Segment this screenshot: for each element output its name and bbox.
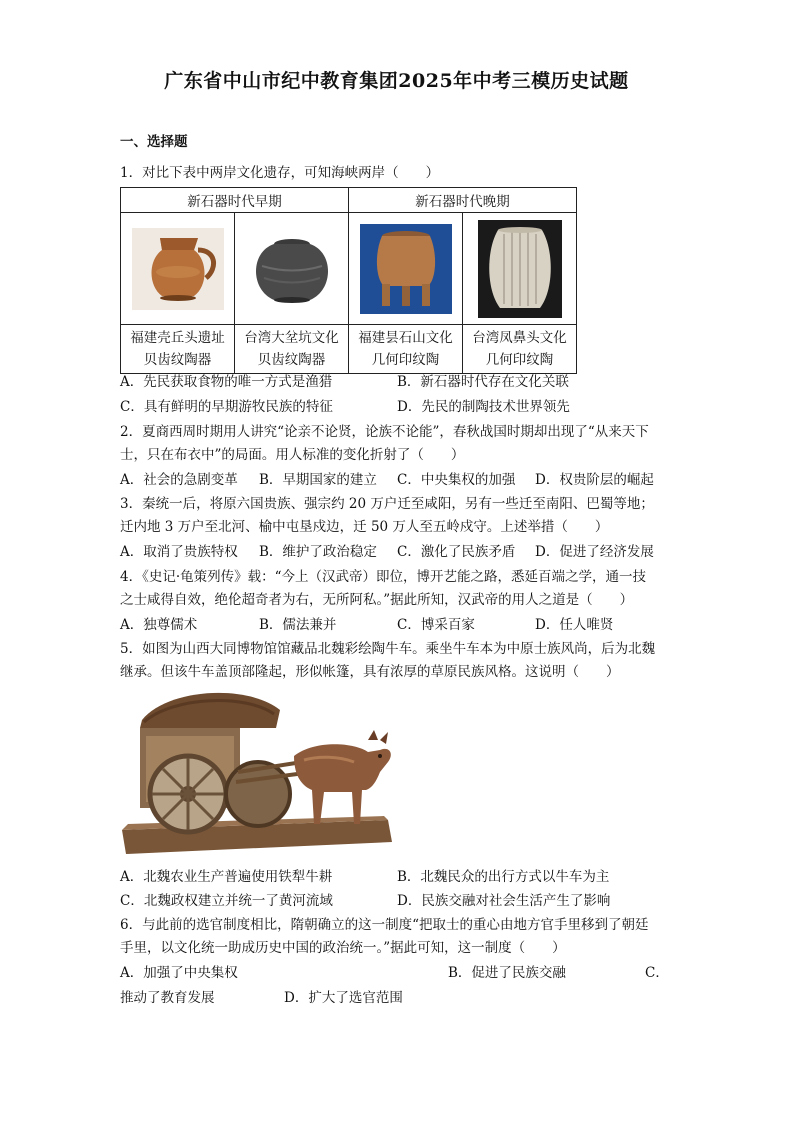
q2-option-c[interactable]: C．中央集权的加强 [397,472,516,488]
q3-option-d[interactable]: D．促进了经济发展 [535,544,654,560]
textured-jar-icon [478,220,562,318]
q3-stem-line-1: 3．秦统一后，将原六国贵族、强宗约 20 万户迁至咸阳，另有一些迁至南阳、巴蜀等地； [120,496,654,512]
q6-option-c-text[interactable]: 推动了教育发展 [120,990,215,1006]
pot-icon [246,228,338,310]
pottery-image-1 [121,213,235,325]
artifact-caption-4 [463,325,577,374]
artifact-site: 福建壳丘头遗址 [130,330,225,346]
page-title: 广东省中山市纪中教育集团2025年中考三模历史试题 [164,70,629,92]
q5-stem-line-1: 5．如图为山西大同博物馆馆藏品北魏彩绘陶牛车。乘坐牛车本为中原士族风尚，后为北魏 [120,641,656,657]
q6-option-d[interactable]: D．扩大了选官范围 [284,990,403,1006]
q5-option-d[interactable]: D．民族交融对社会生活产生了影响 [397,893,611,909]
artifact-table [120,187,577,374]
q3-stem-line-2: 迁内地 3 万户至北河、榆中屯垦戍边，迁 50 万人至五岭戍守。上述举措（ ） [120,519,609,535]
q2-stem-line-1: 2．夏商西周时期用人讲究“论亲不论贤，论族不论能”，春秋战国时期却出现了“从来天下 [120,424,649,440]
section-heading: 一、选择题 [120,134,188,150]
q4-option-d[interactable]: D．任人唯贤 [535,617,614,633]
tripod-vessel-icon [360,224,452,314]
q6-option-a[interactable]: A．加强了中央集权 [120,965,238,981]
pottery-image-4 [463,213,577,325]
artifact-type: 几何印纹陶 [371,352,440,368]
artifact-site: 台湾凤鼻头文化 [472,330,567,346]
q1-option-d[interactable]: D．先民的制陶技术世界领先 [397,399,570,415]
table-header-early: 新石器时代早期 [121,188,349,213]
q2-option-a[interactable]: A．社会的急剧变革 [120,472,238,488]
artifact-type: 贝齿纹陶器 [143,352,212,368]
pottery-image-3 [349,213,463,325]
q4-stem-line-2: 之士咸得自效，绝伦超奇者为右，无所阿私。”据此所知，汉武帝的用人之道是（ ） [120,592,634,608]
q5-stem-line-2: 继承。但该牛车盖顶部隆起，形似帐篷，具有浓厚的草原民族风格。这说明（ ） [120,664,620,680]
pottery-image-2 [235,213,349,325]
artifact-site: 台湾大坌坑文化 [244,330,339,346]
q2-stem-line-2: 士，只在布衣中”的局面。用人标准的变化折射了（ ） [120,447,465,463]
artifact-site: 福建昙石山文化 [358,330,453,346]
q2-option-b[interactable]: B．早期国家的建立 [259,472,377,488]
q3-option-c[interactable]: C．激化了民族矛盾 [397,544,516,560]
artifact-caption-2 [235,325,349,374]
artifact-caption-3 [349,325,463,374]
q1-stem: 1．对比下表中两岸文化遗存，可知海峡两岸（ ） [120,165,440,181]
ox-cart-image [118,690,398,862]
q6-option-c-label[interactable]: C． [645,965,669,981]
q6-stem-line-2: 手里，以文化统一助成历史中国的政治统一。”据此可知，这一制度（ ） [120,940,566,956]
q4-option-c[interactable]: C．博采百家 [397,617,475,633]
q1-option-c[interactable]: C．具有鲜明的早期游牧民族的特征 [120,399,333,415]
artifact-caption-1 [121,325,235,374]
q3-option-a[interactable]: A．取消了贵族特权 [120,544,238,560]
q4-option-a[interactable]: A．独尊儒术 [120,617,198,633]
q5-option-b[interactable]: B．北魏民众的出行方式以牛车为主 [397,869,610,885]
q4-stem-line-1: 4．《史记·龟策列传》载：“今上（汉武帝）即位，博开艺能之路，悉延百端之学，通一技 [120,569,647,585]
q6-stem-line-1: 6．与此前的选官制度相比，隋朝确立的这一制度“把取士的重心由地方官手里移到了朝廷 [120,917,649,933]
q5-option-c[interactable]: C．北魏政权建立并统一了黄河流域 [120,893,333,909]
q1-option-a[interactable]: A．先民获取食物的唯一方式是渔猎 [120,374,333,390]
jug-icon [132,228,224,310]
q6-option-b[interactable]: B．促进了民族交融 [448,965,566,981]
artifact-type: 贝齿纹陶器 [257,352,326,368]
table-header-late: 新石器时代晚期 [349,188,577,213]
q1-option-b[interactable]: B．新石器时代存在文化关联 [397,374,569,390]
q2-option-d[interactable]: D．权贵阶层的崛起 [535,472,654,488]
q4-option-b[interactable]: B．儒法兼并 [259,617,337,633]
q3-option-b[interactable]: B．维护了政治稳定 [259,544,377,560]
q5-option-a[interactable]: A．北魏农业生产普遍使用铁犁牛耕 [120,869,333,885]
artifact-type: 几何印纹陶 [485,352,554,368]
